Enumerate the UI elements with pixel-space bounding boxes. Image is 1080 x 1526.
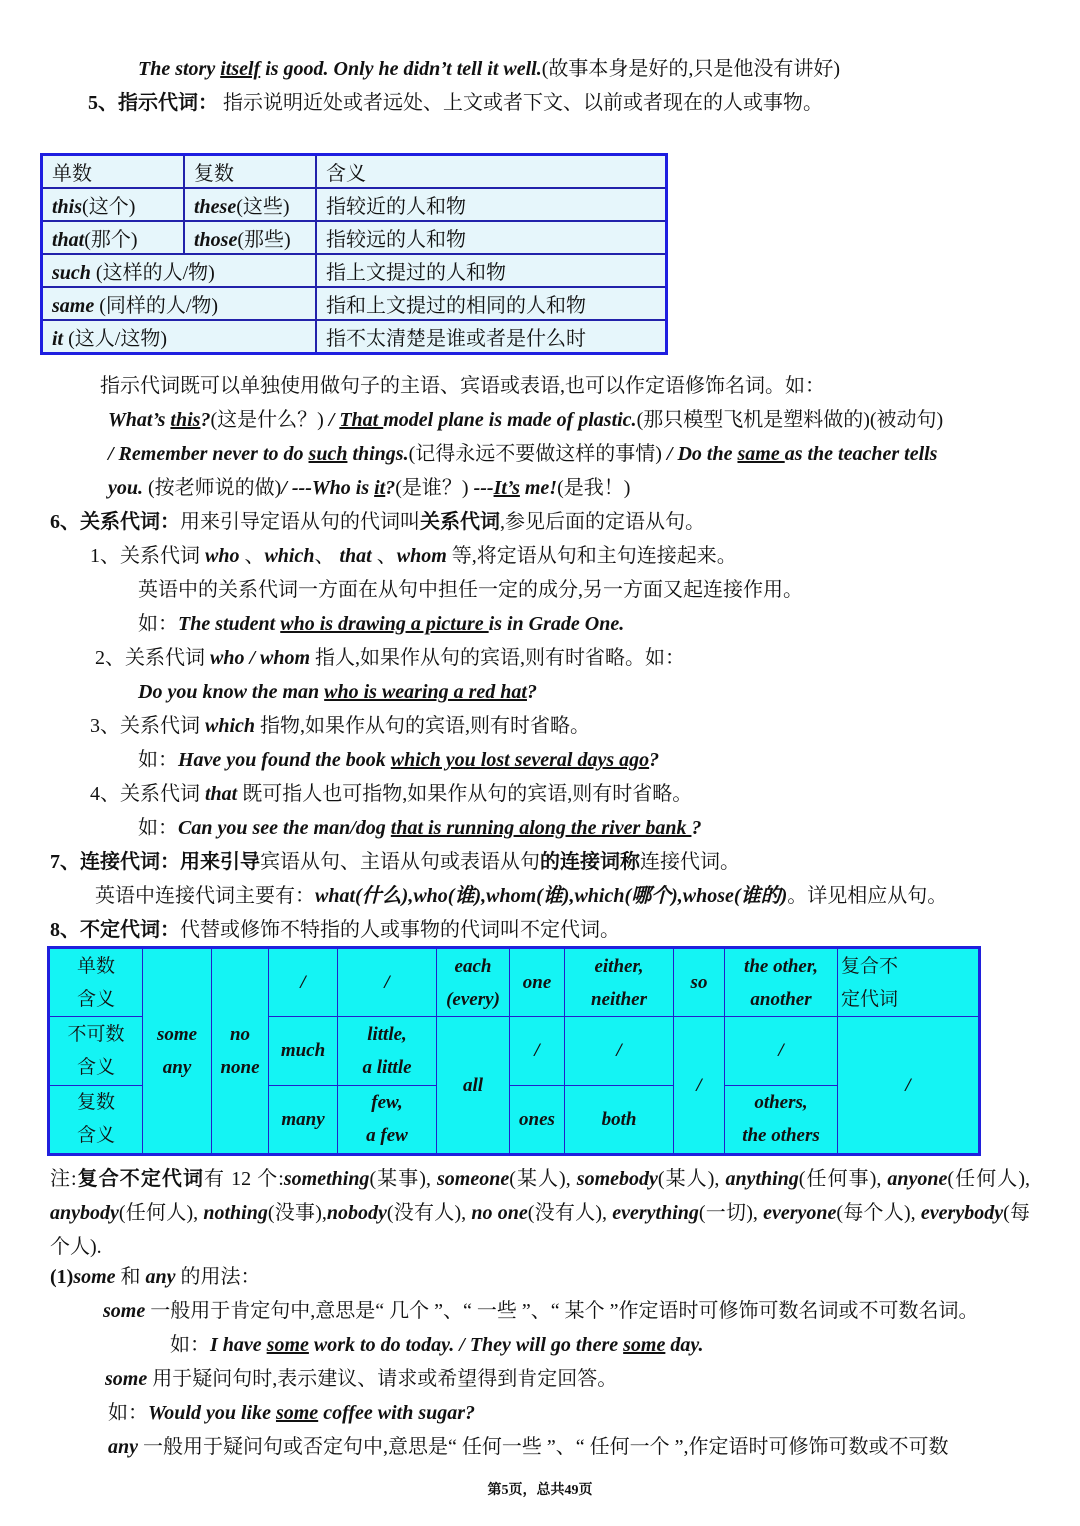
cell-other: the other, another <box>725 948 838 1017</box>
text-segment: what(什么),who(谁),whom(谁),which(哪个),whose(谁的) <box>315 885 788 907</box>
text-segment: some <box>623 1334 666 1356</box>
text-segment: 4、关系代词 <box>90 783 205 805</box>
text-segment: 一般用于疑问句或否定句中,意思是“ 任何一些 ”、“ 任何一个 ”,作定语时可修饰可数或不可数 <box>138 1436 949 1458</box>
text-segment: such <box>308 443 348 465</box>
text-segment: who / whom <box>210 647 311 669</box>
text-line <box>138 679 537 705</box>
text-segment: 、 <box>314 545 340 567</box>
text-segment: (是我！) <box>557 477 631 499</box>
text-segment: who <box>205 545 240 567</box>
text-segment: anything <box>725 1168 799 1190</box>
text-segment: who is drawing a picture <box>280 613 489 635</box>
text-segment: work to do today. / They will go there <box>308 1334 624 1356</box>
table-header-row <box>42 155 667 189</box>
text-line <box>50 509 705 535</box>
text-segment: itself <box>220 58 261 80</box>
text-segment: 如： <box>108 1402 148 1424</box>
text-segment: 如： <box>170 1334 210 1356</box>
text-line <box>103 1298 978 1324</box>
header-singular: 单数 <box>42 155 185 189</box>
text-segment: --- <box>473 477 494 499</box>
text-segment: 代替或修饰不特指的人或事物的代词叫不定代词。 <box>180 919 620 941</box>
header-meaning: 含义 <box>316 155 667 189</box>
text-line <box>105 1366 617 1392</box>
table-row <box>42 287 667 320</box>
text-segment: that is running along the river bank <box>390 817 692 839</box>
cell-plural: these(这些) <box>184 188 316 221</box>
text-segment: things. <box>347 443 409 465</box>
text-segment: 7、连接代词：用来引导 <box>50 851 260 873</box>
text-segment: who is wearing a red hat <box>324 681 527 703</box>
text-segment: (某人), <box>657 1168 726 1190</box>
text-segment: everything <box>612 1202 699 1224</box>
text-line <box>90 713 590 739</box>
text-segment: 如： <box>138 613 178 635</box>
cell-each: each (every) <box>437 948 510 1017</box>
text-segment: 3、关系代词 <box>90 715 205 737</box>
text-segment: 一般用于肯定句中,意思是“ 几个 ”、“ 一些 ”、“ 某个 ”作定语时可修饰可数名词或不可数名词。 <box>145 1300 979 1322</box>
table-row <box>42 320 667 354</box>
text-segment: it <box>374 477 386 499</box>
cell-meaning: 指和上文提过的相同的人和物 <box>316 287 667 320</box>
text-line <box>138 815 701 841</box>
text-segment: (那只模型飞机是塑料做的)(被动句) <box>636 409 944 431</box>
cell-some-any: some any <box>143 948 212 1155</box>
cell-empty: / <box>269 948 338 1017</box>
cell-word: such (这样的人/物) <box>42 254 317 287</box>
cell-ones: ones <box>510 1085 565 1154</box>
text-segment: 指示代词既可以单独使用做句子的主语、宾语或表语,也可以作定语修饰名词。如： <box>100 375 825 397</box>
text-segment: ? <box>385 477 396 499</box>
cell-no-none: no none <box>212 948 269 1155</box>
text-segment: 关系代词 <box>420 511 500 533</box>
text-segment: some <box>266 1334 309 1356</box>
text-segment: some <box>73 1266 116 1288</box>
label-uncountable: 不可数 含义 <box>49 1017 143 1085</box>
cell-few: few, a few <box>338 1085 437 1154</box>
text-segment: any <box>108 1436 138 1458</box>
text-segment: (没有人), <box>386 1202 472 1224</box>
text-segment: (故事本身是好的,只是他没有讲好) <box>541 58 841 80</box>
text-segment: / Remember never to do <box>108 443 309 465</box>
text-line <box>50 1264 261 1290</box>
text-segment: 指示说明近处或者远处、上文或者下文、以前或者现在的人或事物。 <box>218 92 823 114</box>
text-segment: something <box>283 1168 370 1190</box>
cell-meaning: 指较远的人和物 <box>316 221 667 254</box>
text-line <box>138 611 624 637</box>
text-segment: is in Grade One. <box>488 613 625 635</box>
text-segment: nothing <box>203 1202 268 1224</box>
text-segment: 指人,如果作从句的宾语,则有时省略。如： <box>310 647 686 669</box>
text-segment: someone <box>437 1168 510 1190</box>
text-segment: you. <box>108 477 143 499</box>
text-segment: 注: <box>50 1168 77 1190</box>
text-segment: ? <box>200 409 211 431</box>
text-segment: me! <box>519 477 558 499</box>
text-segment: is good. Only he didn’t tell it well. <box>260 58 542 80</box>
text-segment: no one <box>471 1202 528 1224</box>
text-segment: (每个人). <box>50 1202 1030 1258</box>
cell-empty: / <box>565 1017 674 1085</box>
header-plural: 复数 <box>184 155 316 189</box>
text-segment: 5、指示代词： <box>88 92 218 114</box>
text-segment: What’s <box>108 409 171 431</box>
cell-empty: / <box>674 1017 725 1155</box>
text-segment: (按老师说的做) <box>143 477 282 499</box>
text-line <box>170 1332 704 1358</box>
text-line <box>95 645 685 671</box>
text-segment: 、 <box>239 545 265 567</box>
text-line <box>90 543 737 569</box>
text-segment: 和 <box>115 1266 146 1288</box>
cell-empty: / <box>838 1017 980 1155</box>
text-segment: 6、关系代词： <box>50 511 180 533</box>
text-segment: (任何事), <box>798 1168 888 1190</box>
cell-others: others, the others <box>725 1085 838 1154</box>
text-segment: Have you found the book <box>178 749 391 771</box>
text-line <box>50 849 740 875</box>
text-segment: day. <box>665 1334 704 1356</box>
text-segment: 等,将定语从句和主句连接起来。 <box>446 545 737 567</box>
text-segment: 、 <box>371 545 397 567</box>
cell-empty: / <box>338 948 437 1017</box>
table-row <box>42 221 667 254</box>
text-segment: whom <box>396 545 447 567</box>
text-segment: 指物,如果作从句的宾语,则有时省略。 <box>255 715 591 737</box>
text-segment: 连接代词。 <box>640 851 740 873</box>
text-segment: 用来引导定语从句的代词叫 <box>180 511 420 533</box>
text-segment: 8、不定代词： <box>50 919 180 941</box>
text-segment: somebody <box>576 1168 658 1190</box>
text-segment: which <box>205 715 256 737</box>
demonstrative-pronoun-table <box>40 153 668 355</box>
text-segment: Do you know the man <box>138 681 325 703</box>
text-segment: (某事), <box>369 1168 437 1190</box>
text-segment: I have <box>210 1334 267 1356</box>
page-footer: 第5页，总共49页 <box>487 1483 593 1498</box>
text-segment: 英语中连接代词主要有： <box>95 885 315 907</box>
cell-word: same (同样的人/物) <box>42 287 317 320</box>
text-segment: (是谁？) <box>395 477 474 499</box>
cell-singular: this(这个) <box>42 188 185 221</box>
text-segment: / <box>328 409 340 431</box>
text-segment: 的连接词称 <box>540 851 640 873</box>
text-segment: that <box>205 783 238 805</box>
text-segment: ,参见后面的定语从句。 <box>500 511 705 533</box>
text-segment: same <box>737 443 785 465</box>
text-line <box>108 475 630 501</box>
text-segment: 2、关系代词 <box>95 647 210 669</box>
text-segment: (某人), <box>509 1168 577 1190</box>
text-segment: 英语中的关系代词一方面在从句中担任一定的成分,另一方面又起连接作用。 <box>138 579 803 601</box>
text-line <box>88 90 823 116</box>
text-line <box>108 1400 475 1426</box>
text-segment: 1、关系代词 <box>90 545 205 567</box>
text-segment: Can you see the man/dog <box>178 817 391 839</box>
cell-word: it (这人/这物) <box>42 320 317 354</box>
cell-compound: 复合不 定代词 <box>838 948 980 1017</box>
text-segment: which <box>264 545 315 567</box>
text-line <box>138 747 659 773</box>
text-segment: ? <box>691 817 702 839</box>
cell-all: all <box>437 1017 510 1155</box>
text-segment: some <box>103 1300 146 1322</box>
text-segment: 用于疑问句时,表示建议、请求或希望得到肯定回答。 <box>147 1368 618 1390</box>
text-segment: / ---Who is <box>281 477 375 499</box>
text-segment: everyone <box>763 1202 837 1224</box>
text-segment: coffee with sugar? <box>318 1402 476 1424</box>
text-segment: ? <box>526 681 537 703</box>
text-segment: (记得永远不要做这样的事情) <box>408 443 667 465</box>
cell-much: much <box>269 1017 338 1085</box>
text-segment: as the teacher tells <box>784 443 938 465</box>
compound-pronoun-note <box>50 1162 1030 1264</box>
text-line <box>95 883 947 909</box>
text-segment: 如： <box>138 817 178 839</box>
table-row-singular <box>49 948 980 1017</box>
text-segment: The story <box>138 58 221 80</box>
cell-meaning: 指较近的人和物 <box>316 188 667 221</box>
text-segment: which you lost several days ago <box>390 749 650 771</box>
table-row <box>42 188 667 221</box>
text-line <box>138 56 840 82</box>
cell-many: many <box>269 1085 338 1154</box>
text-segment: 的用法： <box>175 1266 261 1288</box>
text-segment: ? <box>649 749 660 771</box>
text-segment: 。详见相应从句。 <box>787 885 948 907</box>
label-singular: 单数 含义 <box>49 948 143 1017</box>
text-segment: some <box>275 1402 319 1424</box>
cell-both: both <box>565 1085 674 1154</box>
text-segment: (这是什么？) <box>210 409 329 431</box>
cell-plural: those(那些) <box>184 221 316 254</box>
cell-singular: that(那个) <box>42 221 185 254</box>
cell-meaning: 指上文提过的人和物 <box>316 254 667 287</box>
cell-so: so <box>674 948 725 1017</box>
cell-little: little, a little <box>338 1017 437 1085</box>
text-line <box>50 917 620 943</box>
text-segment: model plane is made of plastic. <box>383 409 637 431</box>
text-segment: 复合不定代词 <box>76 1168 205 1190</box>
text-segment: anyone <box>887 1168 948 1190</box>
text-segment: nobody <box>326 1202 387 1224</box>
text-segment: that <box>339 545 372 567</box>
text-line <box>108 1434 949 1460</box>
text-segment: some <box>105 1368 148 1390</box>
text-line <box>138 577 803 603</box>
text-segment: this <box>170 409 201 431</box>
text-segment: (1) <box>50 1266 74 1288</box>
text-segment: 宾语从句、主语从句或表语从句 <box>260 851 540 873</box>
text-segment: (任何人), <box>118 1202 204 1224</box>
text-segment: (没有人), <box>527 1202 613 1224</box>
text-segment: (没事), <box>267 1202 327 1224</box>
text-segment: 有 12 个: <box>204 1168 284 1190</box>
text-segment: anybody <box>50 1202 119 1224</box>
text-segment: everybody <box>920 1202 1004 1224</box>
text-segment: / Do the <box>666 443 738 465</box>
text-line <box>100 373 825 399</box>
text-segment: That <box>339 409 384 431</box>
text-line <box>108 441 937 467</box>
text-segment: 如： <box>138 749 178 771</box>
cell-empty: / <box>725 1017 838 1085</box>
text-line <box>108 407 943 433</box>
cell-meaning: 指不太清楚是谁或者是什么时 <box>316 320 667 354</box>
text-segment: The student <box>178 613 281 635</box>
text-segment: It’s <box>493 477 520 499</box>
text-segment: (一切), <box>698 1202 764 1224</box>
text-line <box>90 781 692 807</box>
text-segment: (每个人), <box>836 1202 921 1224</box>
text-segment: 既可指人也可指物,如果作从句的宾语,则有时省略。 <box>237 783 693 805</box>
text-segment: (任何人), <box>947 1168 1030 1190</box>
label-plural: 复数 含义 <box>49 1085 143 1154</box>
cell-either: either, neither <box>565 948 674 1017</box>
text-segment: any <box>145 1266 176 1288</box>
cell-one: one <box>510 948 565 1017</box>
indefinite-pronoun-table <box>47 946 981 1156</box>
table-row <box>42 254 667 287</box>
cell-empty: / <box>510 1017 565 1085</box>
text-segment: Would you like <box>148 1402 276 1424</box>
